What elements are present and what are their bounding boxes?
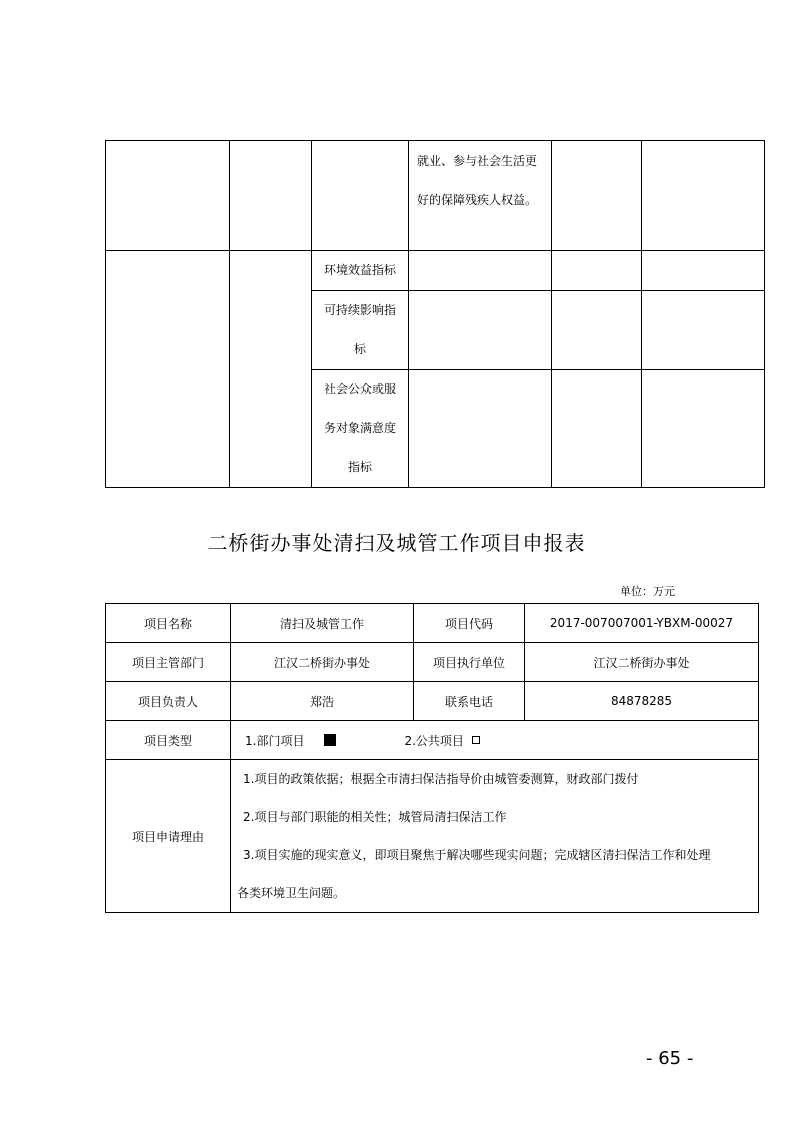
dept-label: 项目主管部门 [106,643,231,682]
content-line: 好的保障残疾人权益。 [417,193,538,207]
label-line: 环境效益指标 [323,263,396,277]
leader-value: 郑浩 [231,682,414,721]
unit-label: 单位：万元 [620,585,675,598]
type-option-department: 1.部门项目 [245,733,305,748]
performance-indicator-table [105,140,765,488]
reason-content [231,760,759,913]
environment-indicator-label [312,251,409,291]
type-option-public: 2.公共项目 [404,733,464,748]
exec-unit-label: 项目执行单位 [414,643,525,682]
phone-value: 84878285 [525,682,759,721]
empty-cell [312,141,409,251]
empty-cell [552,141,642,251]
checked-square-icon [324,734,336,746]
project-name-label: 项目名称 [106,604,231,643]
sustainability-indicator-label [312,291,409,370]
empty-cell [106,141,230,251]
dept-value: 江汉二桥街办事处 [231,643,414,682]
reason-line: 1.项目的政策依据；根据全市清扫保洁指导价由城管委测算，财政部门拨付 [243,772,639,786]
empty-cell [409,251,552,291]
satisfaction-indicator-label [312,370,409,488]
phone-label: 联系电话 [414,682,525,721]
reason-line: 2.项目与部门职能的相关性；城管局清扫保洁工作 [243,810,507,824]
exec-unit-value: 江汉二桥街办事处 [525,643,759,682]
project-code-value: 2017-007007001-YBXM-00027 [525,604,759,643]
empty-cell [642,141,765,251]
empty-cell [642,251,765,291]
empty-cell [409,291,552,370]
reason-line: 3.项目实施的现实意义，即项目聚焦于解决哪些现实问题；完成辖区清扫保洁工作和处理 [243,848,711,862]
empty-cell [642,291,765,370]
leader-label: 项目负责人 [106,682,231,721]
empty-cell [106,251,230,488]
label-line: 指标 [347,460,372,474]
reason-label: 项目申请理由 [106,760,231,913]
page-number: - 65 - [646,1048,694,1069]
reason-line: 各类环境卫生问题。 [237,886,346,900]
unchecked-square-icon [472,736,480,744]
project-code-label: 项目代码 [414,604,525,643]
project-application-table [105,603,759,913]
label-line: 社会公众或服 [323,382,396,396]
label-line: 标 [353,342,366,356]
content-line: 就业、参与社会生活更 [417,154,538,168]
indicator-content-cell [409,141,552,251]
empty-cell [230,141,312,251]
project-type-label: 项目类型 [106,721,231,760]
empty-cell [552,251,642,291]
project-name-value: 清扫及城管工作 [231,604,414,643]
label-line: 务对象满意度 [323,421,396,435]
empty-cell [552,370,642,488]
label-line: 可持续影响指 [323,303,396,317]
project-type-options [231,721,759,760]
empty-cell [552,291,642,370]
document-title: 二桥街办事处清扫及城管工作项目申报表 [207,531,586,555]
empty-cell [409,370,552,488]
empty-cell [642,370,765,488]
empty-cell [230,251,312,488]
